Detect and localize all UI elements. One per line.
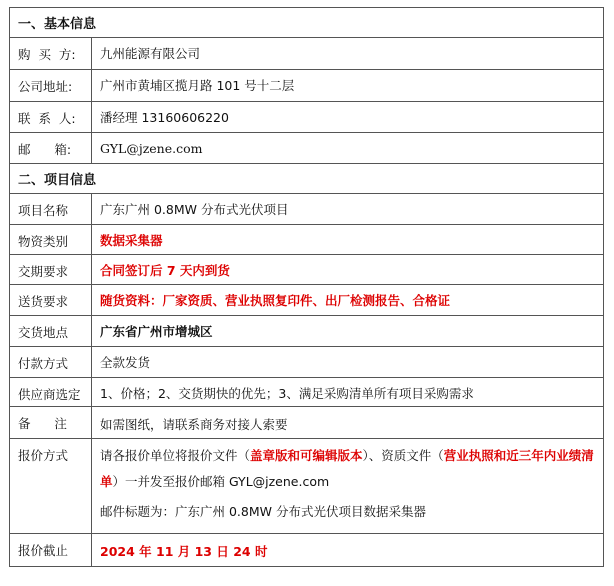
label-material-category: 物资类别 (10, 225, 92, 254)
value-contact: 潘经理 13160606220 (100, 110, 229, 125)
label-delivery-location: 交货地点 (10, 316, 92, 346)
quote-text-1: 请各报价单位将报价文件（ (100, 448, 251, 463)
section-basic-info-title: 一、基本信息 (18, 17, 97, 32)
value-email: GYL@jzene.com (100, 141, 203, 156)
row-project-name (10, 194, 603, 225)
label-remarks: 备 注 (10, 407, 92, 438)
row-contact (10, 102, 603, 133)
value-address: 广州市黄埔区揽月路 101 号十二层 (100, 78, 295, 93)
row-email (10, 133, 603, 164)
label-email: 邮 箱: (10, 133, 92, 163)
label-buyer: 购 买 方: (10, 38, 92, 69)
value-delivery-requirements: 随货资料：厂家资质、营业执照复印件、出厂检测报告、合格证 (100, 293, 451, 308)
value-quote-method (92, 439, 603, 533)
label-address: 公司地址: (10, 70, 92, 101)
quote-text-2: ）、资质文件（ (362, 448, 444, 463)
label-project-name: 项目名称 (10, 194, 92, 224)
quote-highlight-license: 营业执照和近三年内业绩清单 (100, 448, 594, 489)
section-basic-info-header (10, 8, 603, 38)
label-payment-method: 付款方式 (10, 347, 92, 377)
value-quote-deadline: 2024 年 11 月 13 日 24 时 (100, 544, 268, 559)
rfq-document (9, 7, 604, 567)
row-material-category (10, 225, 603, 255)
row-delivery-requirements (10, 285, 603, 316)
row-payment-method (10, 347, 603, 378)
label-supplier-selection: 供应商选定 (10, 378, 92, 406)
row-remarks (10, 407, 603, 439)
row-supplier-selection (10, 378, 603, 407)
label-delivery-requirements: 送货要求 (10, 285, 92, 315)
value-material-category: 数据采集器 (100, 233, 163, 248)
label-delivery-time: 交期要求 (10, 255, 92, 284)
value-buyer: 九州能源有限公司 (100, 46, 201, 61)
row-address (10, 70, 603, 102)
quote-text-3: ）一并发至报价邮箱 GYL@jzene.com (112, 474, 330, 489)
label-quote-deadline: 报价截止 (10, 534, 92, 566)
row-quote-deadline (10, 534, 603, 567)
quote-highlight-editable: 盖章版和可编辑版本 (250, 448, 363, 463)
row-delivery-time (10, 255, 603, 285)
section-project-info-header (10, 164, 603, 194)
label-quote-method: 报价方式 (10, 439, 92, 533)
value-delivery-location: 广东省广州市增城区 (100, 324, 213, 339)
label-contact: 联 系 人: (10, 102, 92, 132)
row-quote-method (10, 439, 603, 534)
value-payment-method: 全款发货 (100, 355, 151, 370)
value-project-name: 广东广州 0.8MW 分布式光伏项目 (100, 202, 289, 217)
value-supplier-selection: 1、价格；2、交货期快的优先；3、满足采购清单所有项目采购需求 (100, 386, 474, 401)
section-project-info-title: 二、项目信息 (18, 173, 97, 188)
quote-mail-subject: 邮件标题为：广东广州 0.8MW 分布式光伏项目数据采集器 (100, 504, 426, 519)
value-remarks: 如需图纸，请联系商务对接人索要 (100, 417, 288, 432)
value-delivery-time: 合同签订后 7 天内到货 (100, 263, 230, 278)
row-delivery-location (10, 316, 603, 347)
row-buyer (10, 38, 603, 70)
